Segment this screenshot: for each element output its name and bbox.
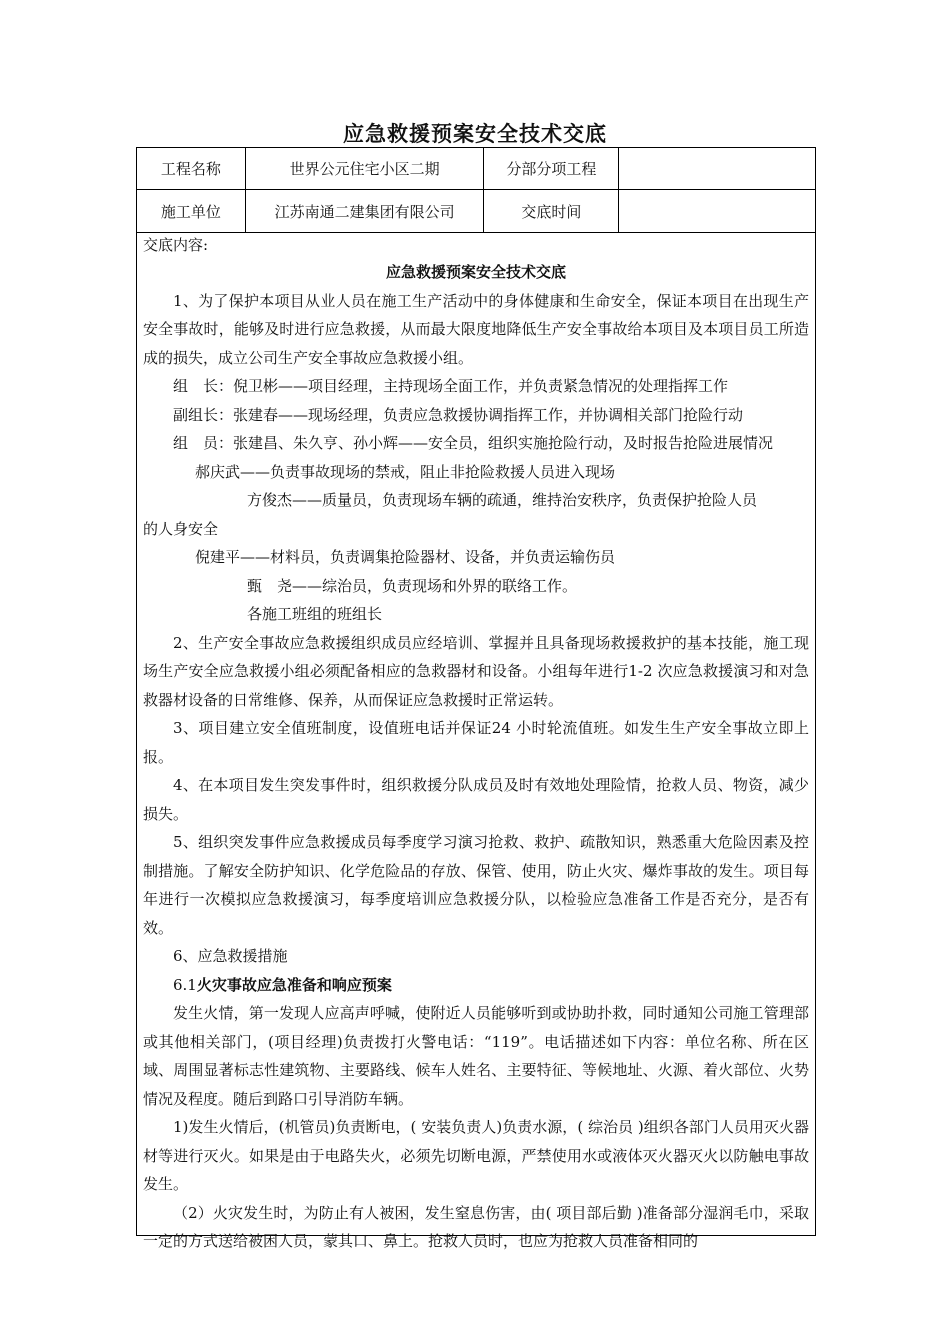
date-label: 交底时间: [484, 190, 619, 233]
paragraph-8: 1)发生火情后，(机管员)负责断电，( 安装负责人)负责水源，( 综治员 )组织各部门人员用灭火器材等进行灭火。如果是由于电路失火，必须先切断电源，严禁使用水或液体灭火器灭火以防触电事故发生。: [143, 1118, 809, 1193]
content-box: [136, 232, 816, 1250]
member-5: 各施工班组的班组长: [247, 605, 383, 623]
paragraph-9: （2）火灾发生时，为防止有人被困，发生窒息伤害，由( 项目部后勤 )准备部分湿润毛巾，采取一定的方式送给被困人员，蒙其口、鼻上。抢救人员时，也应为抢救人员准备相同的: [143, 1203, 809, 1250]
paragraph-4: 4、在本项目发生突发事件时，组织救援分队成员及时有效地处理险情，抢救人员、物资，减少损失。: [143, 776, 809, 823]
member-1: 郝庆武——负责事故现场的禁戒，阻止非抢险救援人员进入现场: [195, 462, 616, 481]
section-6-1: [137, 971, 815, 1000]
builder-label: 施工单位: [137, 190, 246, 233]
team-deputy: 副组长：张建春——现场经理，负责应急救援协调指挥工作，并协调相关部门抢险行动: [173, 405, 744, 424]
team-members: 组 员：张建昌、朱久亨、孙小辉——安全员，组织实施抢险行动，及时报告抢险进展情况: [173, 434, 774, 452]
paragraph-6: 6、应急救援措施: [173, 947, 288, 965]
project-name-label: 工程名称: [137, 148, 246, 190]
paragraph-2: 2、生产安全事故应急救援组织成员应经培训、掌握并且具备现场救援救护的基本技能，施工现场生产安全应急救援小组必须配备相应的急救器材和设备。小组每年进行1-2 次应急救援演习和对急救器材设备的日常维修、保养，从而保证应急救援时正常运转。: [143, 633, 809, 709]
member-4: 甄 尧——综治员，负责现场和外界的联络工作。: [247, 576, 578, 595]
subproject-label: 分部分项工程: [484, 148, 619, 190]
paragraph-5: 5、组织突发事件应急救援成员每季度学习演习抢救、救护、疏散知识，熟悉重大危险因素及控制措施。了解安全防护知识、化学危险品的存放、保管、使用，防止火灾、爆炸事故的发生。项目每年进行一次模拟应急救援演习，每季度培训应急救援分队，以检验应急准备工作是否充分，是否有效。: [143, 833, 809, 937]
member-2-cont: 的人身安全: [143, 519, 219, 538]
project-name-value: 世界公元住宅小区二期: [245, 148, 484, 190]
section-number: 6.1: [173, 975, 197, 994]
team-leader: 组 长：倪卫彬——项目经理，主持现场全面工作，并负责紧急情况的处理指挥工作: [173, 377, 729, 395]
section-title: 火灾事故应急准备和响应预案: [196, 975, 392, 994]
member-3: 倪建平——材料员，负责调集抢险器材、设备，并负责运输伤员: [195, 548, 616, 566]
member-2: 方俊杰——质量员，负责现场车辆的疏通，维持治安秩序，负责保护抢险人员: [247, 491, 758, 509]
info-table: [136, 147, 816, 233]
content-heading: 应急救援预案安全技术交底: [385, 263, 566, 281]
builder-value: 江苏南通二建集团有限公司: [245, 190, 484, 233]
date-value: [619, 190, 816, 233]
content-label: 交底内容:: [143, 236, 209, 254]
paragraph-3: 3、项目建立安全值班制度，设值班电话并保证24 小时轮流值班。如发生生产安全事故立即上报。: [143, 719, 809, 766]
paragraph-7: 发生火情，第一发现人应高声呼喊，使附近人员能够听到或协助扑救，同时通知公司施工管理部或其他相关部门，(项目经理)负责拨打火警电话：“119”。电话描述如下内容：单位名称、所在区域、周围显著标志性建筑物、主要路线、候车人姓名、主要特征、等候地址、火源、着火部位、火势情况及程度。随后到路口引导消防车辆。: [143, 1004, 809, 1108]
subproject-value: [619, 148, 816, 190]
paragraph-1: 1、为了保护本项目从业人员在施工生产活动中的身体健康和生命安全，保证本项目在出现生产安全事故时，能够及时进行应急救援，从而最大限度地降低生产安全事故给本项目及本项目员工所造成的损失，成立公司生产安全事故应急救援小组。: [143, 291, 809, 367]
page-title: 应急救援预案安全技术交底: [343, 121, 607, 146]
